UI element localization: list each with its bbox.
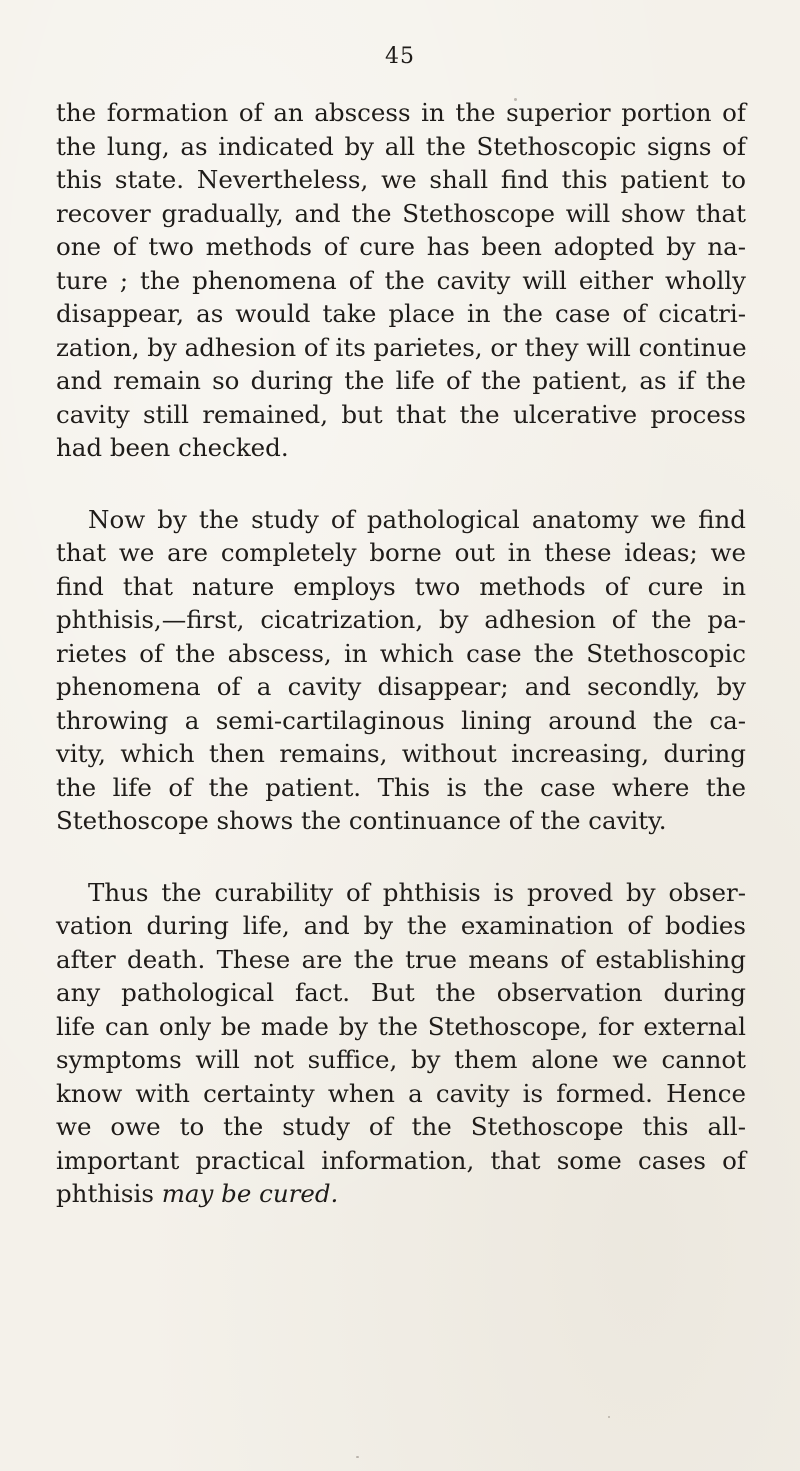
text-line: throwing a semi-cartilaginous lining around the ca- — [56, 705, 746, 735]
paper-speck — [514, 98, 517, 101]
final-line-italic: may be cured. — [161, 1179, 339, 1208]
text-line: after death. These are the true means of establishing — [56, 944, 746, 974]
text-line: ture ; the phenomena of the cavity will either wholly — [56, 265, 746, 295]
text-line: the life of the patient. This is the case where the — [56, 772, 746, 802]
page-number: 45 — [385, 44, 415, 69]
paragraph-gap — [56, 465, 746, 503]
text-line: one of two methods of cure has been adopted by na- — [56, 232, 746, 261]
final-line-plain: phthisis — [56, 1179, 162, 1208]
text-line: the formation of an abscess in the superior portion of — [56, 98, 746, 127]
paragraph-gap — [56, 838, 746, 876]
body-text — [56, 96, 746, 1211]
text-line: cavity still remained, but that the ulcerative process — [56, 399, 746, 429]
text-line: recover gradually, and the Stethoscope will show that — [56, 198, 746, 228]
text-line: disappear, as would take place in the case of cicatri- — [56, 299, 746, 328]
text-line: phthisis,—first, cicatrization, by adhesion of the pa- — [56, 605, 746, 634]
paper-speck — [418, 523, 420, 526]
text-line: had been checked. — [56, 433, 289, 462]
text-line: zation, by adhesion of its parietes, or they will continue — [56, 332, 747, 362]
text-line: vity, which then remains, without increasing, during — [56, 739, 746, 768]
paper-speck — [608, 1416, 610, 1418]
text-line: we owe to the study of the Stethoscope this all- — [56, 1112, 746, 1141]
text-line: important practical information, that some cases of — [56, 1145, 746, 1175]
text-line: life can only be made by the Stethoscope, for external — [56, 1011, 746, 1041]
text-line: the lung, as indicated by all the Stethoscopic signs of — [56, 131, 746, 161]
final-text-line — [56, 1177, 746, 1211]
text-line: Stethoscope shows the continuance of the cavity. — [56, 806, 667, 835]
text-line: phenomena of a cavity disappear; and secondly, by — [56, 672, 746, 701]
text-line: find that nature employs two methods of cure in — [56, 571, 746, 601]
text-line: rietes of the abscess, in which case the Stethoscopic — [56, 638, 746, 668]
paragraph-1 — [56, 96, 746, 465]
text-line: this state. Nevertheless, we shall find this patient to — [56, 165, 746, 194]
text-line: and remain so during the life of the patient, as if the — [56, 366, 746, 395]
text-line: know with certainty when a cavity is formed. Hence — [56, 1078, 746, 1108]
text-line: Thus the curability of phthisis is proved by obser- — [88, 877, 746, 907]
paragraph-3 — [56, 876, 746, 1211]
text-line: vation during life, and by the examination of bodies — [56, 911, 746, 940]
text-line: symptoms will not suffice, by them alone we cannot — [56, 1045, 746, 1074]
paper-speck — [356, 1456, 359, 1458]
text-line: that we are completely borne out in these ideas; we — [56, 538, 746, 567]
text-line: Now by the study of pathological anatomy we find — [88, 504, 746, 534]
text-line: any pathological fact. But the observation during — [56, 978, 746, 1007]
paragraph-2 — [56, 503, 746, 838]
